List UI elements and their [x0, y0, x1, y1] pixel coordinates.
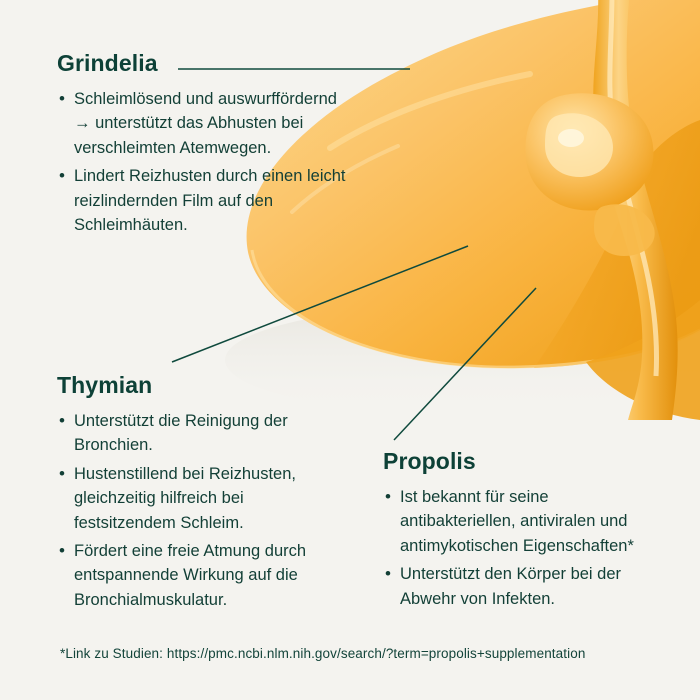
list-item: • Fördert eine freie Atmung durch entspannende Wirkung auf die Bronchialmuskulatur. [57, 539, 345, 612]
list-item: • Unterstützt die Reinigung der Bronchien. [57, 409, 345, 458]
section-title-propolis: Propolis [383, 448, 476, 474]
callout-propolis [383, 448, 663, 615]
list-item: • Lindert Reizhusten durch einen leicht reizlindernden Film auf den Schleimhäuten. [57, 164, 357, 237]
bullet-list-propolis [383, 485, 663, 611]
list-item: • Hustenstillend bei Reizhusten, gleichzeitig hilfreich bei festsitzendem Schleim. [57, 462, 345, 535]
list-item: • Schleimlösend und auswurffördernd → unterstützt das Abhusten bei verschleimten Atemwegen. [57, 87, 357, 160]
callout-grindelia [57, 50, 357, 241]
list-item: • Unterstützt den Körper bei der Abwehr von Infekten. [383, 562, 663, 611]
footnote-study-link: *Link zu Studien: https://pmc.ncbi.nlm.nih.gov/search/?term=propolis+supplementation [60, 646, 586, 661]
bullet-list-thymian [57, 409, 345, 612]
section-title-grindelia: Grindelia [57, 50, 158, 76]
callout-thymian [57, 372, 345, 616]
bullet-list-grindelia [57, 87, 357, 237]
section-title-thymian: Thymian [57, 372, 153, 398]
list-item: • Ist bekannt für seine antibakteriellen, antiviralen und antimykotischen Eigenschaften* [383, 485, 663, 558]
